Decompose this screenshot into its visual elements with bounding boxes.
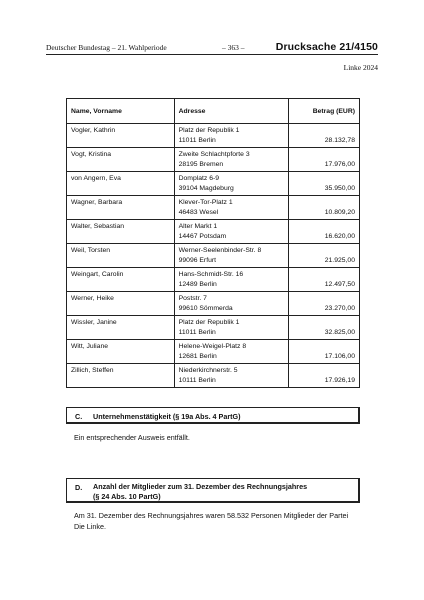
donor-name: Zillich, Steffen xyxy=(67,364,175,388)
donor-name: Vogler, Kathrin xyxy=(67,124,175,148)
section-c-letter: C. xyxy=(75,412,83,421)
address-street: Poststr. 7 xyxy=(178,295,207,302)
donor-name: Weil, Torsten xyxy=(67,244,175,268)
address-street: Platz der Republik 1 xyxy=(178,319,240,326)
address-city: 14467 Potsdam xyxy=(178,232,227,240)
section-c-heading xyxy=(66,407,360,424)
address-street: Niederkirchnerstr. 5 xyxy=(178,367,238,374)
party-year-label: Linke 2024 xyxy=(343,63,378,72)
donor-address xyxy=(174,292,289,316)
address-street: Werner-Seelenbinder-Str. 8 xyxy=(178,247,262,254)
donation-amount: 32.825,00 xyxy=(289,316,360,340)
donation-amount: 10.809,20 xyxy=(289,196,360,220)
column-header-amount: Betrag (EUR) xyxy=(289,99,360,124)
donor-table xyxy=(66,98,360,388)
header-page-number: – 363 – xyxy=(222,43,245,52)
address-street: Domplatz 6-9 xyxy=(178,175,220,182)
address-city: 39104 Magdeburg xyxy=(178,184,234,192)
table-row xyxy=(67,316,360,340)
table-row xyxy=(67,124,360,148)
address-street: Hans-Schmidt-Str. 16 xyxy=(178,271,244,278)
header-document-number: Drucksache 21/4150 xyxy=(275,41,378,53)
donation-amount: 17.976,00 xyxy=(289,148,360,172)
address-city: 12681 Berlin xyxy=(178,352,217,360)
donor-address xyxy=(174,364,289,388)
address-city: 11011 Berlin xyxy=(178,328,216,336)
donor-name: Walter, Sebastian xyxy=(67,220,175,244)
table-row xyxy=(67,364,360,388)
donor-address xyxy=(174,268,289,292)
donation-amount: 35.950,00 xyxy=(289,172,360,196)
donor-address xyxy=(174,196,289,220)
table-row xyxy=(67,220,360,244)
address-street: Zweite Schlachtpforte 3 xyxy=(178,151,250,158)
donation-amount: 21.925,00 xyxy=(289,244,360,268)
address-street: Klever-Tor-Platz 1 xyxy=(178,199,233,206)
donation-amount: 17.926,19 xyxy=(289,364,360,388)
address-city: 99096 Erfurt xyxy=(178,256,217,264)
section-c-text: Ein entsprechender Ausweis entfällt. xyxy=(74,433,190,442)
donor-address xyxy=(174,220,289,244)
section-d-text-line2: Die Linke. xyxy=(74,522,106,531)
address-city: 46483 Wesel xyxy=(178,208,219,216)
donor-name: von Angern, Eva xyxy=(67,172,175,196)
address-city: 12489 Berlin xyxy=(178,280,217,288)
donor-name: Wagner, Barbara xyxy=(67,196,175,220)
table-row xyxy=(67,292,360,316)
table-header-row xyxy=(67,99,360,124)
address-city: 28195 Bremen xyxy=(178,160,224,168)
address-city: 10111 Berlin xyxy=(178,376,216,384)
table-row xyxy=(67,196,360,220)
donation-amount: 17.106,00 xyxy=(289,340,360,364)
donor-address xyxy=(174,340,289,364)
donor-name: Vogt, Kristina xyxy=(67,148,175,172)
column-header-address: Adresse xyxy=(174,99,289,124)
donor-name: Werner, Heike xyxy=(67,292,175,316)
header-periodical: Deutscher Bundestag – 21. Wahlperiode xyxy=(46,43,167,52)
donor-name: Witt, Juliane xyxy=(67,340,175,364)
address-street: Alter Markt 1 xyxy=(178,223,218,230)
donor-address xyxy=(174,148,289,172)
donor-address xyxy=(174,124,289,148)
header-rule xyxy=(46,54,378,55)
address-street: Helene-Weigel-Platz 8 xyxy=(178,343,247,350)
donor-address xyxy=(174,172,289,196)
address-city: 11011 Berlin xyxy=(178,136,216,144)
donor-address xyxy=(174,244,289,268)
section-c-title: Unternehmenstätigkeit (§ 19a Abs. 4 PartG) xyxy=(93,412,241,421)
table-row xyxy=(67,268,360,292)
table-row xyxy=(67,244,360,268)
section-d-title-line2: (§ 24 Abs. 10 PartG) xyxy=(93,492,161,501)
table-row xyxy=(67,340,360,364)
donor-name: Weingart, Carolin xyxy=(67,268,175,292)
section-d-heading xyxy=(66,478,360,503)
section-d-text-line1: Am 31. Dezember des Rechnungsjahres waren 58.532 Personen Mitglieder der Partei xyxy=(74,511,349,520)
donor-address xyxy=(174,316,289,340)
section-d-letter: D. xyxy=(75,483,83,492)
donor-name: Wissler, Janine xyxy=(67,316,175,340)
column-header-name: Name, Vorname xyxy=(67,99,175,124)
donation-amount: 16.620,00 xyxy=(289,220,360,244)
address-city: 99610 Sömmerda xyxy=(178,304,233,312)
section-d-title-line1: Anzahl der Mitglieder zum 31. Dezember des Rechnungsjahres xyxy=(93,482,308,491)
address-street: Platz der Republik 1 xyxy=(178,127,240,134)
donation-amount: 12.497,50 xyxy=(289,268,360,292)
donation-amount: 28.132,78 xyxy=(289,124,360,148)
donation-amount: 23.270,00 xyxy=(289,292,360,316)
table-row xyxy=(67,172,360,196)
section-d-text xyxy=(74,510,348,532)
table-row xyxy=(67,148,360,172)
